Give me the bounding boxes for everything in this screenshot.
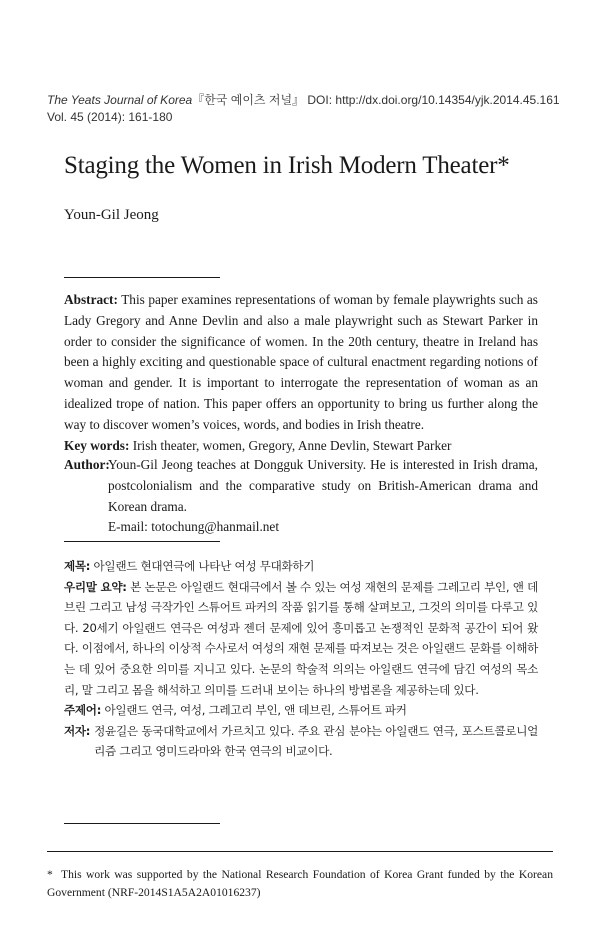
keywords-paragraph xyxy=(64,436,538,457)
korean-title-label: 제목: xyxy=(64,559,91,573)
korean-abstract-text: 본 논문은 아일랜드 현대극에서 볼 수 있는 여성 재현의 문제를 그레고리 부인, 앤 데브린 그리고 남성 극작가인 스튜어트 파커의 작품 읽기를 통해 살펴보고, 그것의 의미를 다루고 있다. 20세기 아일랜드 연극은 여성과 젠더 문제에 있어 흥미롭고 논쟁적인 문화적 공간이 되어 왔다. 이점에서, 하나의 이상적 수사로서 여성의 재현 문제를 따져보는 것은 아일랜드 문화를 이해하는 데 있어 중요한 의미를 지니고 있다. 논문의 학술적 의의는 아일랜드 연극에 담긴 여성의 목소리, 말 그리고 몸을 해석하고 의미를 드러내 보이는 하나의 방법론을 제공하는데 있다. xyxy=(64,579,538,697)
abstract-paragraph xyxy=(64,290,538,436)
korean-title: 아일랜드 현대연극에 나타난 여성 무대화하기 xyxy=(93,559,315,573)
author-name: Youn-Gil Jeong xyxy=(64,207,159,223)
korean-author-label: 저자: xyxy=(64,723,91,738)
author-email[interactable]: E-mail: totochung@hanmail.net xyxy=(108,519,280,535)
divider xyxy=(64,277,220,278)
abstract-section xyxy=(64,290,538,456)
abstract-label: Abstract: xyxy=(64,292,118,307)
journal-header xyxy=(47,92,567,126)
korean-abstract-paragraph xyxy=(64,577,538,701)
abstract-text: This paper examines representations of woman by female playwrights such as Lady Gregory and Anne Devlin and also a male playwright such as Stewart Parker in order to consider the significance of women. In the 20th century, theatre in Ireland has been a highly exciting and questionable space of cultural enactment regarding notions of woman and gender. It is important to interrogate the representation of woman as an idealized trope of nation. This paper offers an opportunity to bring us further along the way to discover women’s voices, words, and bodies in Irish theatre. xyxy=(64,292,538,432)
footnote-text: This work was supported by the National Research Foundation of Korea Grant funded by the Korean Government (NRF-2014S1A5A2A01016237) xyxy=(47,868,553,899)
author-bio-content xyxy=(108,455,538,538)
korean-journal-name: 『한국 예이츠 저널』 xyxy=(192,93,305,107)
author-bio-row xyxy=(64,455,538,538)
footnote xyxy=(47,866,553,901)
korean-keywords: 아일랜드 연극, 여성, 그레고리 부인, 앤 데브린, 스튜어트 파커 xyxy=(104,703,407,718)
journal-name: The Yeats Journal of Korea xyxy=(47,93,193,107)
volume-info: Vol. 45 (2014): 161-180 xyxy=(47,110,173,124)
keywords-text: Irish theater, women, Gregory, Anne Devlin, Stewart Parker xyxy=(132,437,452,453)
divider xyxy=(64,541,220,542)
footnote-mark: * xyxy=(47,868,53,881)
journal-citation-line xyxy=(47,92,567,109)
korean-abstract-section xyxy=(64,556,538,762)
doi-link[interactable]: DOI: http://dx.doi.org/10.14354/yjk.2014.45.161 xyxy=(307,93,560,107)
korean-keywords-label: 주제어: xyxy=(64,703,102,718)
korean-author-text: 정윤길은 동국대학교에서 가르치고 있다. 주요 관심 분야는 아일랜드 연극, 포스트콜로니얼리즘 그리고 영미드라마와 한국 연극의 비교이다. xyxy=(94,723,538,759)
author-bio-text: Youn-Gil Jeong teaches at Dongguk University. He is interested in Irish drama, postcolonialism and the comparative study on British-American drama and Korean drama. xyxy=(108,457,538,514)
article-title: Staging the Women in Irish Modern Theater* xyxy=(64,152,510,179)
divider xyxy=(64,823,220,824)
korean-title-paragraph xyxy=(64,556,538,577)
korean-abstract-label: 우리말 요약: xyxy=(64,579,127,594)
author-label: Author: xyxy=(64,457,110,472)
author-bio-section xyxy=(64,455,538,538)
footnote-divider xyxy=(47,851,553,852)
korean-keywords-paragraph xyxy=(64,700,538,721)
keywords-label: Key words: xyxy=(64,437,130,453)
korean-author-row xyxy=(64,721,538,762)
